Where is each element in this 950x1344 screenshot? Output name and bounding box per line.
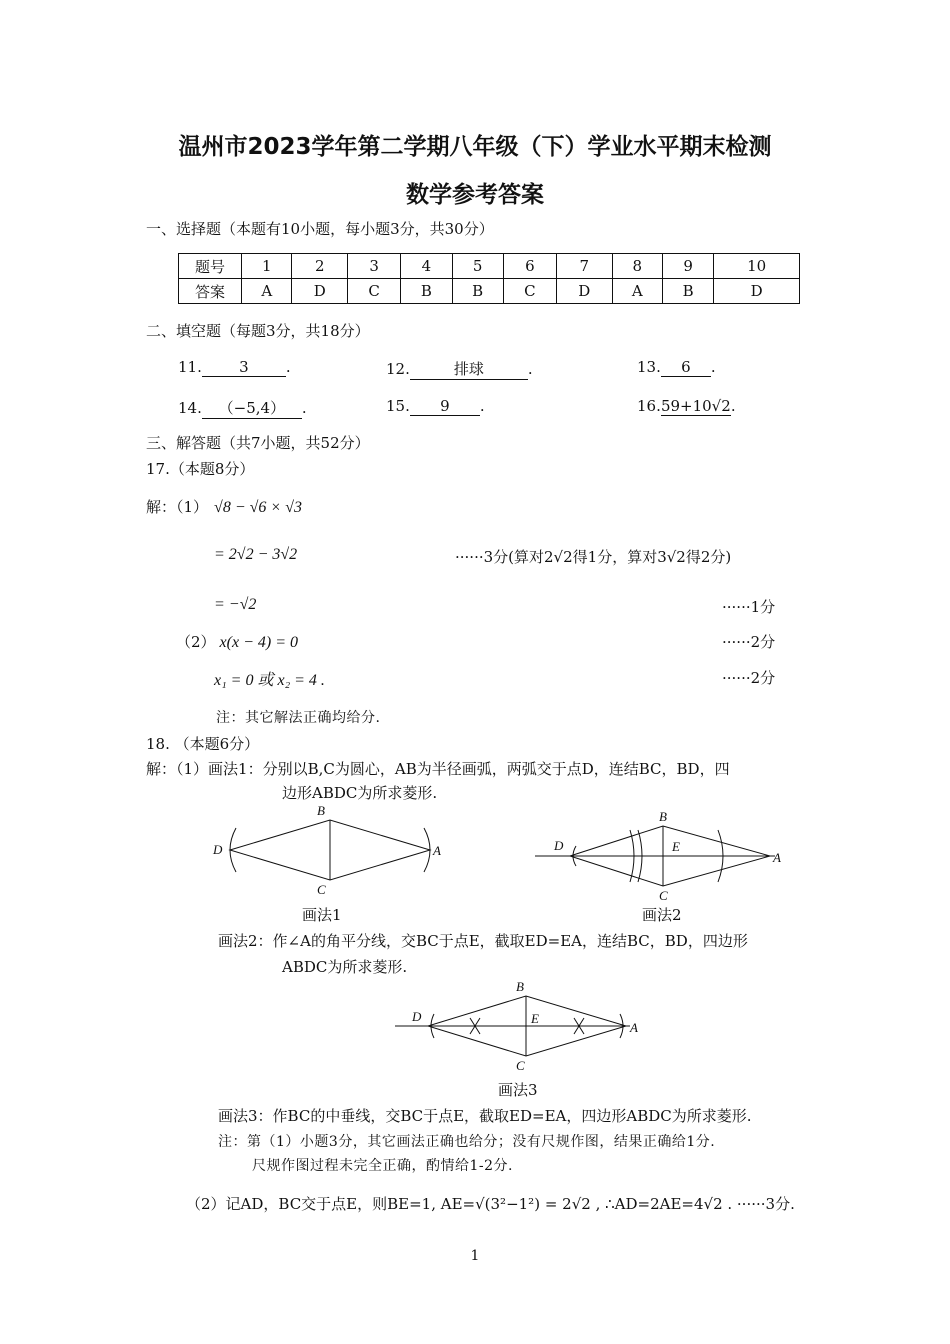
answer-cell: A — [242, 279, 292, 304]
label-D: D — [412, 1009, 422, 1024]
q17-result: x₁ = 0 或 x₂ = 4 . — [214, 672, 325, 689]
label-C: C — [659, 888, 668, 903]
q18-method1-line1: 解：（1）画法1：分别以B,C为圆心，AB为半径画弧，两弧交于点D，连结BC，BD，四 — [146, 760, 730, 778]
label-D: D — [213, 842, 223, 857]
answer-cell: A — [612, 279, 662, 304]
question-cell: 8 — [612, 254, 662, 279]
row-label-question: 题号 — [179, 254, 242, 279]
answer-blank: （−5,4） — [202, 397, 302, 419]
table-row — [179, 279, 800, 304]
fill-item-12: 12. 排球 . — [386, 360, 533, 378]
q18-note-line2: 尺规作图过程未完全正确，酌情给1-2分. — [252, 1158, 513, 1174]
q17-result-score: ······2分 — [722, 669, 776, 687]
part-label: 解：（1） — [146, 498, 209, 516]
figure-method3 — [390, 976, 650, 1076]
figure-method1 — [200, 800, 460, 900]
answer-blank: 3 — [202, 358, 286, 377]
caption-method2: 画法2 — [642, 906, 682, 924]
q17-title: 17.（本题8分） — [146, 460, 255, 478]
fill-item-16: 16.59+10√2. — [637, 397, 736, 415]
answer-cell: B — [663, 279, 714, 304]
answer-blank: 9 — [410, 397, 480, 416]
answer-cell: B — [452, 279, 503, 304]
label-B: B — [516, 979, 524, 994]
question-cell: 2 — [292, 254, 348, 279]
fill-item-13: 13. 6 . — [637, 358, 716, 376]
q18-method2-line2: ABDC为所求菱形. — [282, 958, 408, 976]
q18-part2: （2）记AD，BC交于点E，则BE=1, AE=√(3²−1²) = 2√2 , ∴AD=2AE=4√2 . ······3分. — [186, 1195, 795, 1213]
question-cell: 1 — [242, 254, 292, 279]
page-number: 1 — [470, 1248, 480, 1264]
fill-item-15: 15. 9 . — [386, 397, 485, 415]
q17-part2 — [176, 631, 298, 652]
answer-blank: 59+10√2 — [660, 397, 731, 415]
part-label: （2） — [176, 633, 216, 651]
answer-cell: D — [292, 279, 348, 304]
label-C: C — [317, 882, 326, 897]
answer-cell: C — [503, 279, 556, 304]
page-title: 温州市2023学年第二学期八年级（下）学业水平期末检测 — [178, 134, 772, 160]
answer-blank: 排球 — [410, 358, 528, 380]
caption-method1: 画法1 — [302, 906, 342, 924]
label-A: A — [433, 843, 441, 858]
answer-cell: C — [348, 279, 401, 304]
question-number: 13. — [637, 358, 661, 376]
question-cell: 3 — [348, 254, 401, 279]
section1-heading: 一、选择题（本题有10小题，每小题3分，共30分） — [146, 220, 494, 238]
label-E: E — [531, 1011, 539, 1026]
answer-cell: D — [557, 279, 613, 304]
section2-heading: 二、填空题（每题3分，共18分） — [146, 322, 370, 340]
question-number: 15. — [386, 397, 410, 415]
question-number: 16. — [637, 397, 661, 415]
q17-part2-score: ······2分 — [722, 633, 776, 651]
label-D: D — [554, 838, 564, 853]
label-A: A — [630, 1020, 638, 1035]
question-cell: 6 — [503, 254, 556, 279]
caption-method3: 画法3 — [498, 1081, 538, 1099]
question-number: 12. — [386, 360, 410, 378]
q18-title: 18. （本题6分） — [146, 735, 260, 753]
q17-note: 注：其它解法正确均给分. — [216, 710, 381, 726]
answer-cell: D — [714, 279, 800, 304]
q17-step2-score: ······1分 — [722, 598, 776, 616]
answer-table — [178, 253, 800, 304]
fill-item-14: 14. （−5,4） . — [178, 399, 307, 417]
q17-step1: = 2√2 − 3√2 — [214, 546, 298, 563]
row-label-answer: 答案 — [179, 279, 242, 304]
question-number: 11. — [178, 358, 202, 376]
q17-part1 — [146, 496, 302, 517]
question-cell: 10 — [714, 254, 800, 279]
label-E: E — [672, 839, 680, 854]
question-cell: 5 — [452, 254, 503, 279]
q17-step1-score: ······3分(算对2√2得1分，算对3√2得2分) — [455, 548, 732, 566]
label-B: B — [659, 809, 667, 824]
question-cell: 7 — [557, 254, 613, 279]
q18-method1-line2: 边形ABDC为所求菱形. — [282, 784, 438, 802]
figure-method2 — [530, 806, 790, 906]
q18-note-line1: 注：第（1）小题3分，其它画法正确也给分；没有尺规作图，结果正确给1分. — [218, 1134, 716, 1150]
question-cell: 9 — [663, 254, 714, 279]
q17-step2: = −√2 — [214, 596, 257, 613]
section3-heading: 三、解答题（共7小题，共52分） — [146, 434, 370, 452]
question-cell: 4 — [401, 254, 452, 279]
question-number: 14. — [178, 399, 202, 417]
expression: √8 − √6 × √3 — [214, 499, 302, 516]
label-A: A — [773, 850, 781, 865]
label-B: B — [317, 803, 325, 818]
q18-method3: 画法3：作BC的中垂线，交BC于点E，截取ED=EA，四边形ABDC为所求菱形. — [218, 1107, 752, 1125]
answer-blank: 6 — [661, 358, 711, 377]
answer-cell: B — [401, 279, 452, 304]
fill-item-11: 11. 3 . — [178, 358, 291, 376]
table-row — [179, 254, 800, 279]
page-subtitle: 数学参考答案 — [406, 182, 544, 208]
expression: x(x − 4) = 0 — [219, 634, 298, 651]
q18-method2-line1: 画法2：作∠A的角平分线，交BC于点E，截取ED=EA，连结BC，BD，四边形 — [218, 932, 748, 950]
label-C: C — [516, 1058, 525, 1073]
